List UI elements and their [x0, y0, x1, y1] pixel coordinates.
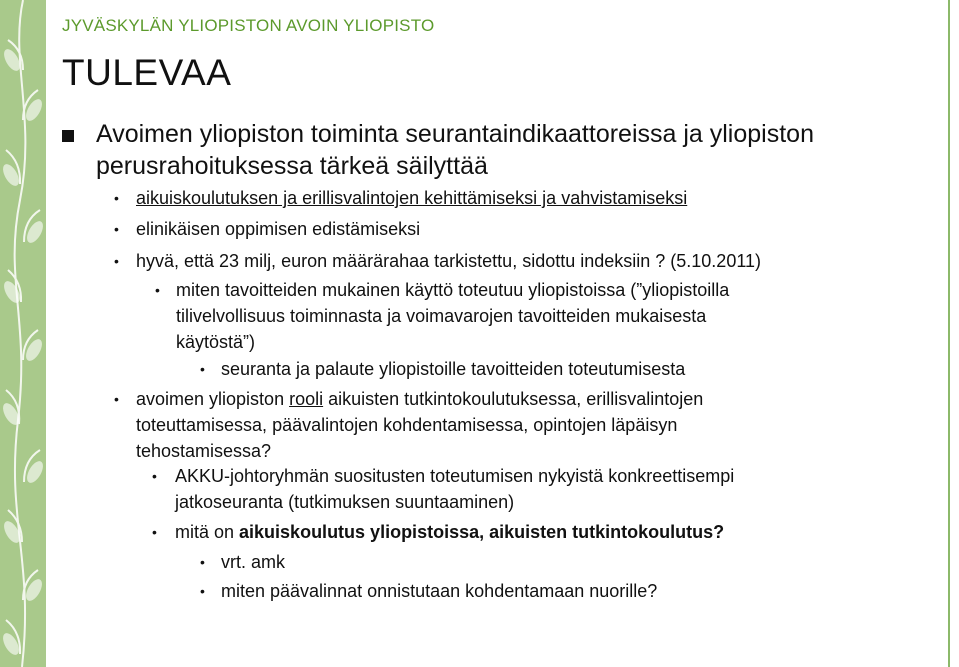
- bullet-dot-icon: •: [114, 190, 119, 206]
- list-item-text: vrt. amk: [221, 552, 286, 572]
- list-item: [136, 185, 687, 211]
- rooli-text: rooli: [289, 389, 324, 409]
- bullet-dot-icon: •: [200, 583, 205, 599]
- list-item-text: avoimen yliopiston: [136, 389, 290, 409]
- list-item-bold-text: aikuiskoulutus yliopistoissa, aikuisten tutkintokoulutus?: [239, 522, 725, 542]
- list-item: [136, 248, 761, 274]
- list-item-text: hyvä, että 23 milj, euron määrärahaa tarkistettu, sidottu indeksiin ? (5.10.2011): [136, 251, 762, 271]
- list-item-text: miten tavoitteiden mukainen käyttö toteutuu yliopistoissa (”yliopistoilla: [176, 280, 730, 300]
- list-item: [175, 463, 935, 515]
- list-item: [136, 386, 916, 464]
- bullet-dot-icon: •: [114, 253, 119, 269]
- list-item-text: käytöstä”): [176, 332, 256, 352]
- list-item: [221, 549, 285, 575]
- list-item: [136, 216, 420, 242]
- decorative-left-strip: [0, 0, 46, 667]
- list-item-text: tilivelvollisuus toiminnasta ja voimavarojen tavoitteiden mukaisesta: [176, 306, 707, 326]
- institution-header: JYVÄSKYLÄN YLIOPISTON AVOIN YLIOPISTO: [62, 16, 435, 35]
- leaf-pattern-icon: [0, 0, 46, 667]
- bullet-dot-icon: •: [200, 554, 205, 570]
- list-item-text: aikuisten tutkintokoulutuksessa, erillisvalintojen: [323, 389, 704, 409]
- bullet-dot-icon: •: [152, 524, 157, 540]
- list-item-text: elinikäisen oppimisen edistämiseksi: [136, 219, 421, 239]
- list-item-text: jatkoseuranta (tutkimuksen suuntaaminen): [175, 492, 515, 512]
- slide-title: TULEVAA: [62, 52, 232, 93]
- list-item-text: aikuiskoulutuksen ja erillisvalintojen kehittämiseksi ja vahvistamiseksi: [136, 188, 688, 208]
- list-item-text: seuranta ja palaute yliopistoille tavoitteiden toteutumisesta: [221, 359, 686, 379]
- bullet-dot-icon: •: [200, 361, 205, 377]
- list-item: [221, 578, 657, 604]
- list-item: [176, 277, 876, 355]
- list-item-text: AKKU-johtoryhmän suositusten toteutumisen nykyistä konkreettisempi: [175, 466, 735, 486]
- bullet-dot-icon: •: [114, 221, 119, 237]
- list-item: [175, 519, 935, 545]
- right-border-line: [948, 0, 950, 667]
- main-bullet-text: Avoimen yliopiston toiminta seurantaindikaattoreissa ja yliopiston perusrahoituksessa tärkeä säilyttää: [96, 120, 814, 180]
- list-item-text: miten päävalinnat onnistutaan kohdentamaan nuorille?: [221, 581, 658, 601]
- bullet-dot-icon: •: [152, 468, 157, 484]
- bullet-dot-icon: •: [114, 391, 119, 407]
- main-bullet: [62, 118, 822, 182]
- list-item-text: tehostamisessa?: [136, 441, 272, 461]
- list-item-text: toteuttamisessa, päävalintojen kohdentamisessa, opintojen läpäisyn: [136, 415, 678, 435]
- list-item: [221, 356, 685, 382]
- list-item-text: mitä on: [175, 522, 240, 542]
- bullet-dot-icon: •: [155, 282, 160, 298]
- square-bullet-icon: [62, 130, 74, 142]
